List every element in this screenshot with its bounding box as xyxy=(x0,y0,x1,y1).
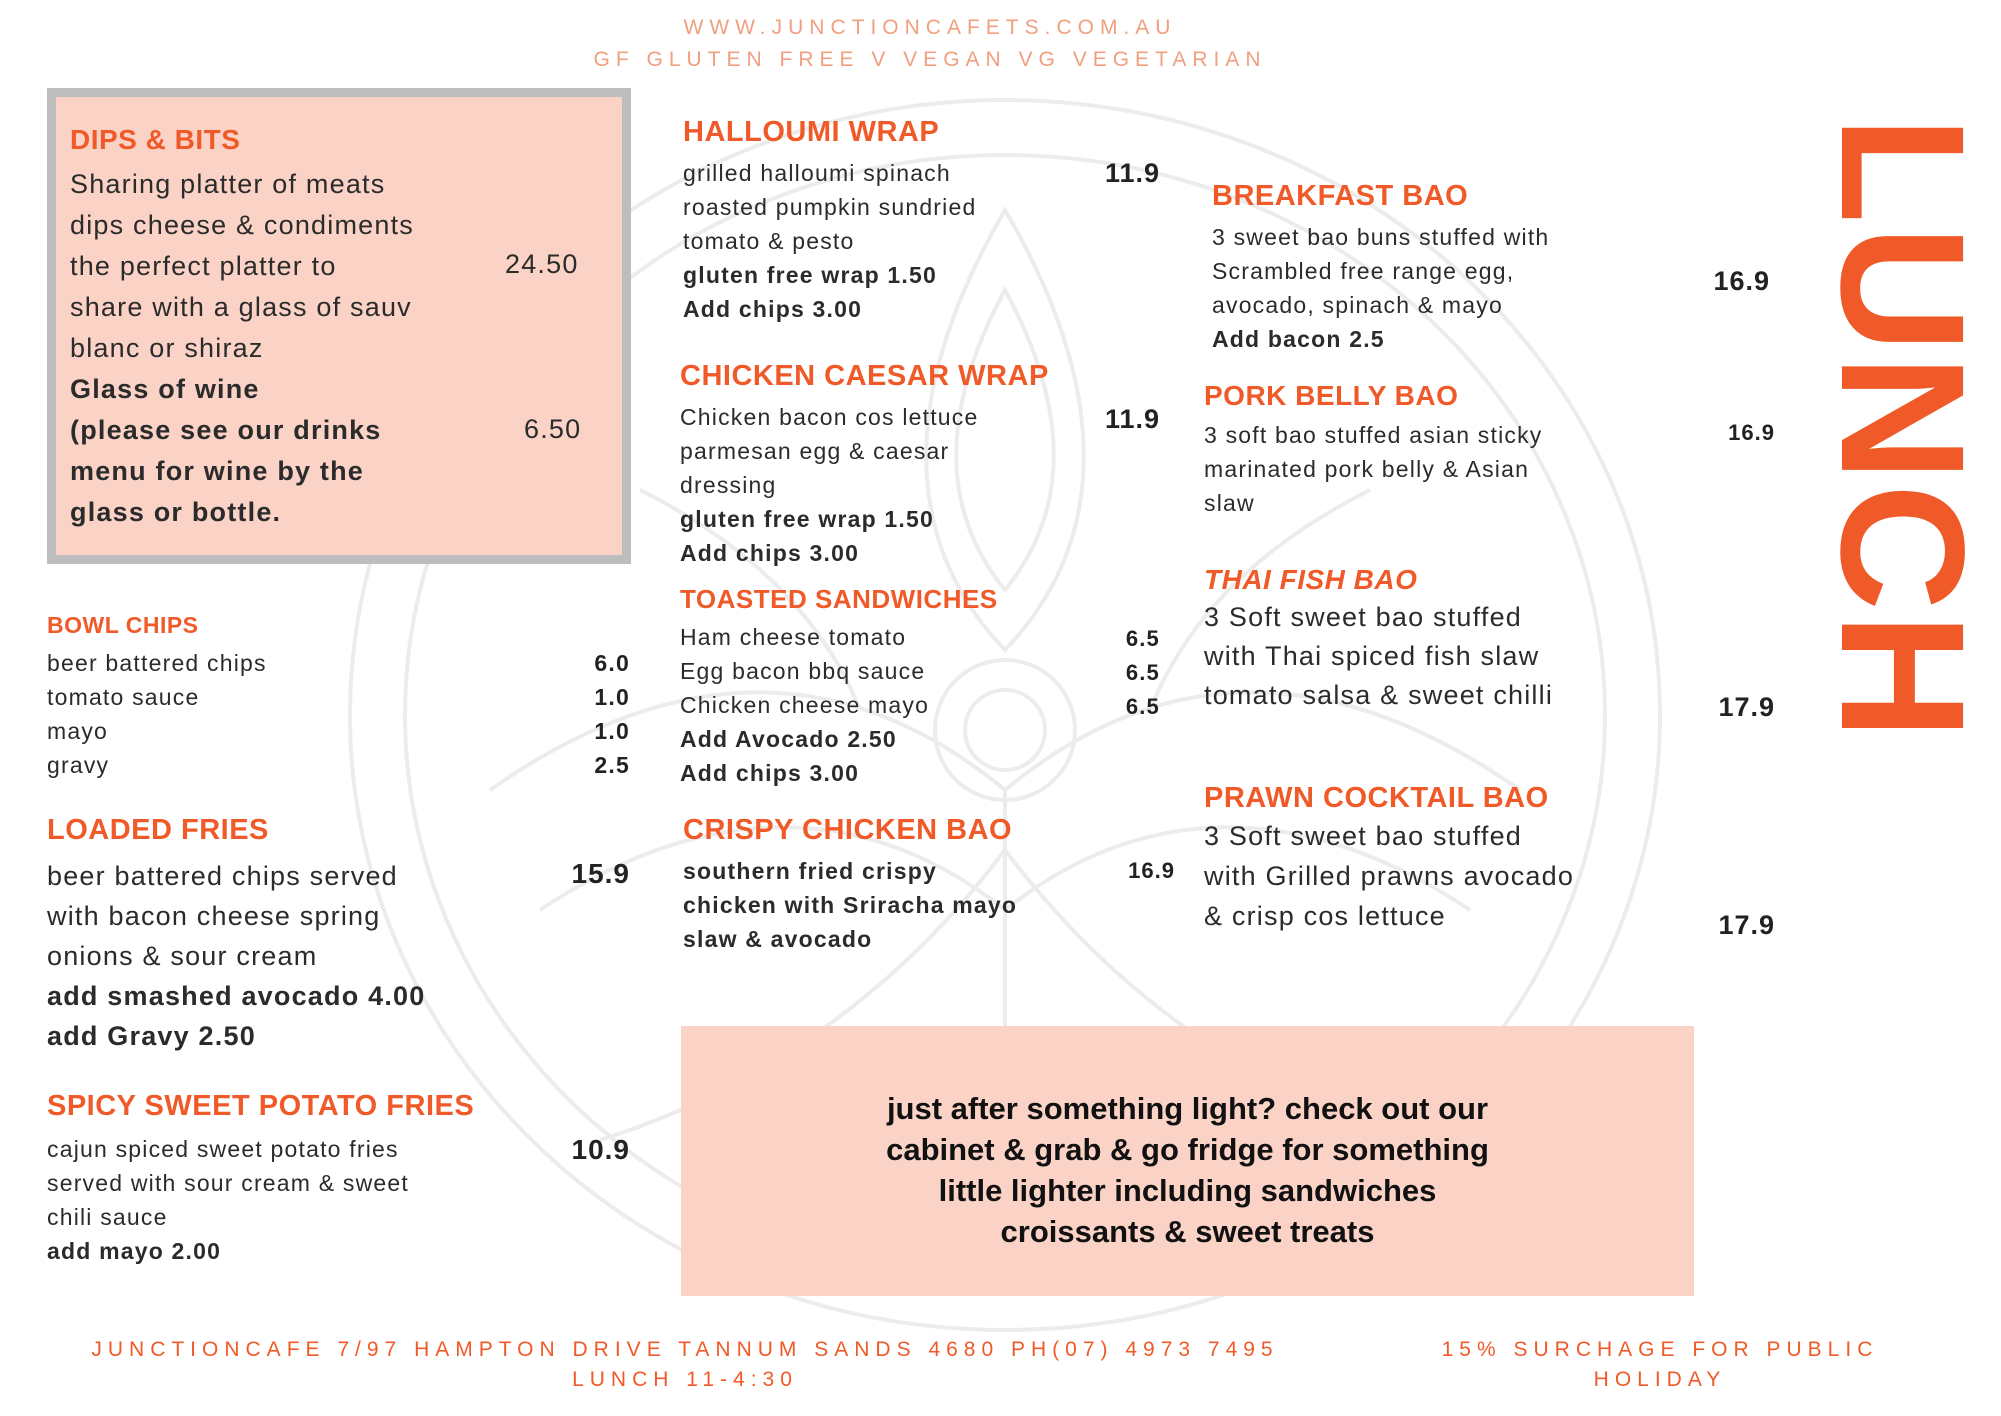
thai-description: 3 Soft sweet bao stuffed with Thai spiced fish slaw tomato salsa & sweet chilli xyxy=(1204,602,1554,710)
bowl-chips-prices: 6.0 1.0 1.0 2.5 xyxy=(594,650,630,778)
prawn-heading: PRAWN COCKTAIL BAO xyxy=(1204,782,1549,814)
loaded-fries-price: 15.9 xyxy=(571,858,630,889)
toasted-list: Ham cheese tomato Egg bacon bbq sauce Chicken cheese mayo Add Avocado 2.50 Add chips 3.00 xyxy=(680,620,929,790)
toasted-prices: 6.5 6.5 6.5 xyxy=(1125,626,1160,719)
dietary-legend: GF GLUTEN FREE V VEGAN VG VEGETARIAN xyxy=(593,48,1267,71)
bowl-chips-list xyxy=(47,646,267,782)
bowl-chips-heading: BOWL CHIPS xyxy=(47,612,199,638)
footer-hours: LUNCH 11-4:30 xyxy=(572,1368,798,1391)
dips-description: Sharing platter of meats dips cheese & condiments the perfect platter to share with a glass of sauv blanc or shiraz xyxy=(70,169,414,363)
promo-box xyxy=(681,1026,1694,1296)
thai-price: 17.9 xyxy=(1718,692,1775,722)
spicy-fries-price: 10.9 xyxy=(571,1134,630,1165)
crispy-heading: CRISPY CHICKEN BAO xyxy=(683,814,1013,846)
prawn-description: 3 Soft sweet bao stuffed with Grilled prawns avocado & crisp cos lettuce xyxy=(1204,821,1575,931)
promo-text: just after something light? check out our cabinet & grab & go fridge for something little lighter including sandwiches croissants & sweet treats xyxy=(886,1091,1489,1249)
list-item: mayo xyxy=(47,718,109,744)
footer-surcharge-holiday: HOLIDAY xyxy=(1593,1368,1727,1391)
loaded-fries-heading: LOADED FRIES xyxy=(47,814,269,846)
lunch-title: LUNCH xyxy=(1804,116,2000,742)
pork-price: 16.9 xyxy=(1728,420,1775,445)
crispy-price: 16.9 xyxy=(1128,858,1175,883)
crispy-description: southern fried crispy chicken with Sriracha mayo slaw & avocado xyxy=(683,858,1018,952)
list-item: gravy xyxy=(47,752,110,778)
wine-price: 6.50 xyxy=(524,414,582,444)
list-item: Ham cheese tomato xyxy=(680,624,907,650)
wine-note: Glass of wine (please see our drinks menu for wine by the glass or bottle. xyxy=(70,374,382,527)
spicy-fries-description: cajun spiced sweet potato fries served with sour cream & sweet chili sauce add mayo 2.00 xyxy=(47,1136,409,1264)
loaded-fries-description: beer battered chips served with bacon cheese spring onions & sour cream add smashed avocado 4.00 add Gravy 2.50 xyxy=(47,861,426,1051)
pork-description: 3 soft bao stuffed asian sticky marinated pork belly & Asian slaw xyxy=(1204,422,1543,516)
breakfast-heading: BREAKFAST BAO xyxy=(1212,180,1469,212)
thai-heading: THAI FISH BAO xyxy=(1204,564,1418,595)
dips-heading: DIPS & BITS xyxy=(70,124,241,155)
toasted-heading: TOASTED SANDWICHES xyxy=(680,584,998,614)
footer-address: JUNCTIONCAFE 7/97 HAMPTON DRIVE TANNUM SANDS 4680 PH(07) 4973 7495 xyxy=(91,1338,1279,1361)
website-url[interactable]: WWW.JUNCTIONCAFETS.COM.AU xyxy=(683,16,1177,39)
dips-price: 24.50 xyxy=(505,249,579,279)
halloumi-description: grilled halloumi spinach roasted pumpkin sundried tomato & pesto gluten free wrap 1.50 Add chips 3.00 xyxy=(683,160,977,322)
prawn-price: 17.9 xyxy=(1718,910,1775,940)
halloumi-price: 11.9 xyxy=(1104,158,1160,188)
list-item: beer battered chips xyxy=(47,650,267,676)
pork-heading: PORK BELLY BAO xyxy=(1204,380,1459,411)
footer-surcharge: 15% SURCHAGE FOR PUBLIC xyxy=(1441,1338,1879,1361)
caesar-price: 11.9 xyxy=(1104,404,1160,434)
halloumi-heading: HALLOUMI WRAP xyxy=(683,116,940,148)
list-item: tomato sauce xyxy=(47,684,200,710)
caesar-heading: CHICKEN CAESAR WRAP xyxy=(680,360,1049,392)
list-item: Chicken cheese mayo xyxy=(680,692,930,718)
spicy-fries-heading: SPICY SWEET POTATO FRIES xyxy=(47,1090,475,1122)
caesar-description: Chicken bacon cos lettuce parmesan egg & caesar dressing gluten free wrap 1.50 Add chips 3.00 xyxy=(680,404,979,566)
breakfast-description: 3 sweet bao buns stuffed with Scrambled free range egg, avocado, spinach & mayo Add bacon 2.5 xyxy=(1212,224,1550,352)
list-item: Egg bacon bbq sauce xyxy=(680,658,926,684)
breakfast-price: 16.9 xyxy=(1713,266,1770,296)
